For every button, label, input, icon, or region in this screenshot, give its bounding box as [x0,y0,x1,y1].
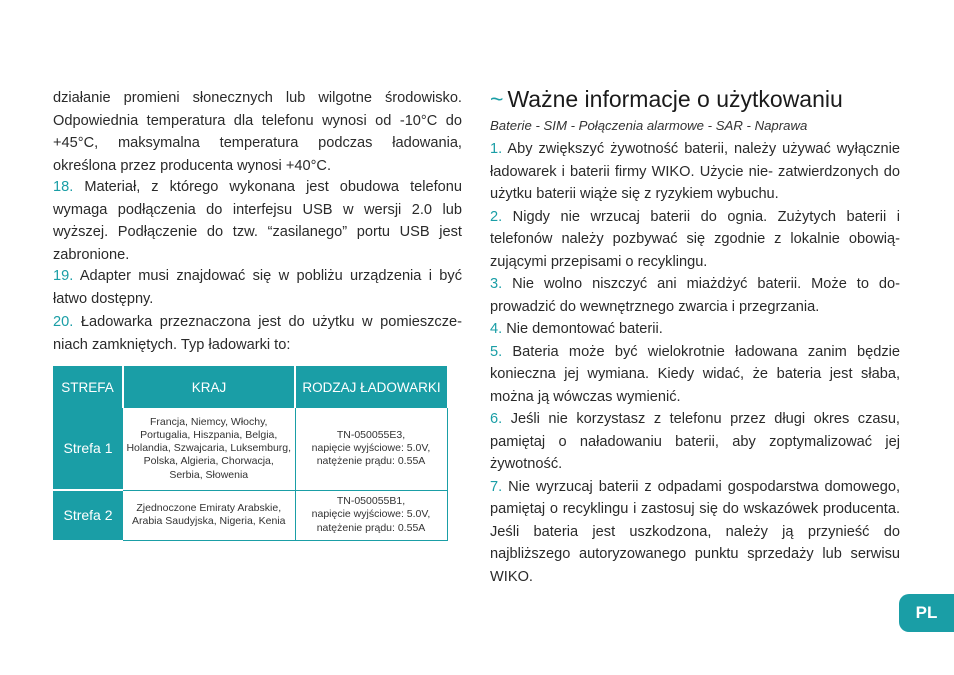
table-header-row [53,366,447,408]
charger-cell [295,490,447,540]
table-row [53,408,447,490]
country-cell: Francja, Niemcy, Włochy, Portugalia, Hiszpania, Belgia, Holandia, Szwajcaria, Luksemburg, Polska, Algieria, Chorwacja, Serbia, Słowenia [123,408,295,490]
zone-cell: Strefa 2 [53,490,123,540]
item-text: Nie demontować baterii. [506,321,663,337]
item-number: 20. [53,314,74,330]
charger-table [53,366,448,541]
item-number: 3. [490,276,503,292]
table-row [53,490,447,540]
country-cell: Zjednoczone Emiraty Arabskie, Arabia Saudyjska, Nigeria, Kenia [123,490,295,540]
item-text: Bateria może być wielokrotnie ładowana zanim będzie konieczna jej wymiana. Kiedy widać, że bateria jest słaba, można ją wówczas wymienić. [490,343,900,405]
item-number: 4. [490,321,503,337]
usage-list [490,138,900,588]
item-number: 2. [490,208,503,225]
language-badge: PL [899,594,954,632]
heading-text: Ważne informacje o użytkowaniu [507,86,843,112]
header-country: KRAJ [123,366,295,408]
charger-current: natężenie prądu: 0.55A [316,521,426,534]
list-item-2 [490,206,900,274]
item-text: Ładowarka przeznaczona jest do użytku w pomieszcze- niach zamkniętych. Typ ładowarki to: [53,314,463,353]
paragraph-temperature: działanie promieni słonecznych lub wilgotne środowisko. Odpowiednia temperatura dla telefonu wynosi od -10°C do +45°C, maksymalna temperatura podczas ładowania, określona przez producenta wynosi +40°C. [53,90,462,174]
heading-tilde: ~ [490,86,504,112]
list-item-19 [53,265,462,310]
charger-cell [295,408,447,490]
item-number: 5. [490,343,503,360]
item-text: Materiał, z którego wykonana jest obudowa telefonu wymaga podłączenia do interfejsu USB w wersji 2.0 lub wyższej. Podłączenie do tzw. “zasilanego” portu USB jest zabronione. [53,179,462,263]
item-text: Nie wolno niszczyć ani miażdżyć baterii. Może to do- prowadzić do wewnętrznego zwarcia i przegrzania. [490,276,901,315]
item-text: Adapter musi znajdować się w pobliżu urządzenia i być łatwo dostępny. [53,268,463,307]
list-item-7 [490,476,900,589]
list-item-3 [490,273,900,318]
list-item-20 [53,311,462,356]
item-number: 6. [490,411,503,427]
charger-model: TN-050055B1, [336,495,406,508]
header-zone: STREFA [53,366,123,408]
charger-model: TN-050055E3, [336,428,406,441]
header-charger-type: RODZAJ ŁADOWARKI [295,366,447,408]
section-heading [490,86,843,113]
item-number: 19. [53,268,74,284]
list-item-1 [490,138,900,206]
list-item-5 [490,341,900,409]
item-text: Nie wyrzucaj baterii z odpadami gospodarstwa domowego, pamiętaj o recyklingu i zastosuj się do wskazówek producenta. Jeśli bateria jest uszkodzona, należy ją przynieść do najbliższego autoryzowanego punktu sprzedaży lub serwisu WIKO. [490,478,900,585]
section-subtitle: Baterie - SIM - Połączenia alarmowe - SAR - Naprawa [490,118,808,133]
item-text: Jeśli nie korzystasz z telefonu przez długi okres czasu, pamiętaj o naładowaniu baterii, aby zoptymalizować jej żywotność. [490,411,900,472]
charger-current: natężenie prądu: 0.55A [316,455,426,468]
list-item-18 [53,176,462,266]
list-item-6 [490,408,900,476]
list-item-4 [490,318,900,341]
item-text: Nigdy nie wrzucaj baterii do ognia. Zużytych baterii i telefonów należy pozbywać się zgodnie z lokalnie obowią- zującymi przepisami o recyklingu. [490,208,900,270]
charger-voltage: napięcie wyjściowe: 5.0V, [311,508,431,521]
item-number: 1. [490,141,503,157]
zone-cell: Strefa 1 [53,408,123,490]
item-number: 18. [53,179,74,195]
item-text: Aby zwiększyć żywotność baterii, należy używać wyłącznie ładowarek i baterii firmy WIKO. Użycie nie- zatwierdzonych do użytku baterii wiąże się z ryzykiem wybuchu. [490,141,901,202]
item-number: 7. [490,478,503,495]
charger-voltage: napięcie wyjściowe: 5.0V, [311,442,431,455]
